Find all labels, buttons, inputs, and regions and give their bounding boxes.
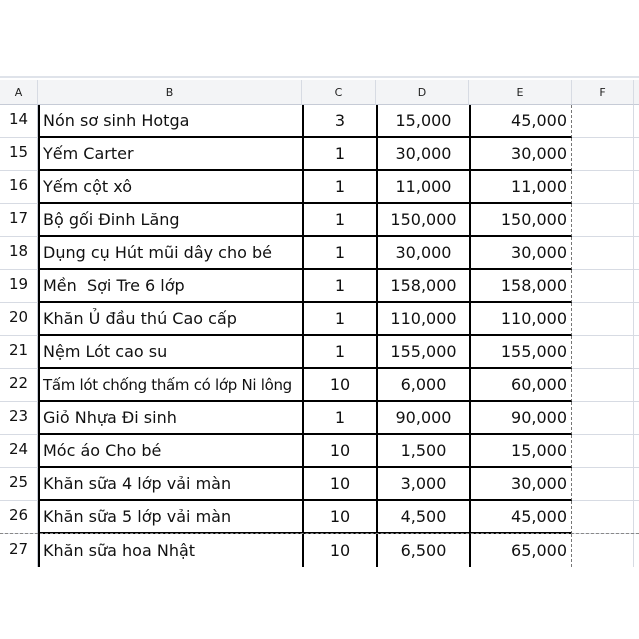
table-row [0, 171, 639, 204]
table-row [0, 138, 639, 171]
empty-cell-f[interactable] [572, 237, 634, 270]
unit-price-cell[interactable]: 11,000 [376, 171, 469, 204]
item-name-cell[interactable]: Khăn sữa hoa Nhật [38, 534, 302, 567]
total-cell[interactable]: 11,000 [469, 171, 572, 204]
unit-price-cell[interactable]: 30,000 [376, 237, 469, 270]
table-row [0, 369, 639, 402]
row-number[interactable]: 19 [0, 270, 38, 303]
quantity-cell[interactable]: 1 [302, 303, 376, 336]
unit-price-cell[interactable]: 3,000 [376, 468, 469, 501]
item-name-cell[interactable]: Nón sơ sinh Hotga [38, 105, 302, 138]
table-row [0, 237, 639, 270]
item-name-cell[interactable]: Tấm lót chống thấm có lớp Ni lông [38, 369, 302, 402]
total-cell[interactable]: 60,000 [469, 369, 572, 402]
quantity-cell[interactable]: 1 [302, 138, 376, 171]
total-cell[interactable]: 45,000 [469, 501, 572, 534]
total-cell[interactable]: 158,000 [469, 270, 572, 303]
quantity-cell[interactable]: 10 [302, 501, 376, 534]
item-name-cell[interactable]: Giỏ Nhựa Đi sinh [38, 402, 302, 435]
empty-cell-f[interactable] [572, 171, 634, 204]
unit-price-cell[interactable]: 6,000 [376, 369, 469, 402]
column-header-g[interactable] [634, 80, 639, 105]
table-row [0, 204, 639, 237]
item-name-cell[interactable]: Bộ gối Đinh Lăng [38, 204, 302, 237]
unit-price-cell[interactable]: 15,000 [376, 105, 469, 138]
row-number[interactable]: 25 [0, 468, 38, 501]
row-number[interactable]: 26 [0, 501, 38, 534]
total-cell[interactable]: 90,000 [469, 402, 572, 435]
table-row [0, 336, 639, 369]
empty-cell-g[interactable] [634, 369, 639, 402]
item-name-cell[interactable]: Nệm Lót cao su [38, 336, 302, 369]
quantity-cell[interactable]: 1 [302, 237, 376, 270]
empty-cell-f[interactable] [572, 138, 634, 171]
row-number[interactable]: 22 [0, 369, 38, 402]
table-row [0, 435, 639, 468]
item-name-cell[interactable]: Khăn sữa 4 lớp vải màn [38, 468, 302, 501]
item-name-cell[interactable]: Yếm cột xô [38, 171, 302, 204]
empty-cell-g[interactable] [634, 402, 639, 435]
row-number[interactable]: 15 [0, 138, 38, 171]
item-name-cell[interactable]: Mền Sợi Tre 6 lớp [38, 270, 302, 303]
quantity-cell[interactable]: 10 [302, 369, 376, 402]
row-number[interactable]: 27 [0, 534, 38, 567]
item-name-cell[interactable]: Khăn sữa 5 lớp vải màn [38, 501, 302, 534]
row-number[interactable]: 14 [0, 105, 38, 138]
empty-cell-f[interactable] [572, 369, 634, 402]
empty-cell-g[interactable] [634, 270, 639, 303]
page-break-line [0, 533, 639, 534]
unit-price-cell[interactable]: 158,000 [376, 270, 469, 303]
empty-cell-g[interactable] [634, 138, 639, 171]
row-number[interactable]: 20 [0, 303, 38, 336]
quantity-cell[interactable]: 10 [302, 468, 376, 501]
table-row [0, 402, 639, 435]
empty-cell-f[interactable] [572, 402, 634, 435]
empty-cell-f[interactable] [572, 435, 634, 468]
empty-cell-g[interactable] [634, 435, 639, 468]
top-border [0, 76, 639, 78]
row-number[interactable]: 21 [0, 336, 38, 369]
row-number[interactable]: 24 [0, 435, 38, 468]
unit-price-cell[interactable]: 90,000 [376, 402, 469, 435]
column-header-e[interactable]: E [469, 80, 572, 105]
empty-cell-g[interactable] [634, 336, 639, 369]
quantity-cell[interactable]: 10 [302, 534, 376, 567]
empty-cell-f[interactable] [572, 336, 634, 369]
item-name-cell[interactable]: Móc áo Cho bé [38, 435, 302, 468]
empty-cell-g[interactable] [634, 501, 639, 534]
item-name-cell[interactable]: Dụng cụ Hút mũi dây cho bé [38, 237, 302, 270]
empty-cell-g[interactable] [634, 534, 639, 567]
total-cell[interactable]: 150,000 [469, 204, 572, 237]
total-cell[interactable]: 110,000 [469, 303, 572, 336]
column-header-c[interactable]: C [302, 80, 376, 105]
empty-cell-g[interactable] [634, 105, 639, 138]
table-row [0, 501, 639, 534]
unit-price-cell[interactable]: 4,500 [376, 501, 469, 534]
column-header-d[interactable]: D [376, 80, 469, 105]
empty-cell-g[interactable] [634, 171, 639, 204]
unit-price-cell[interactable]: 155,000 [376, 336, 469, 369]
empty-cell-g[interactable] [634, 468, 639, 501]
unit-price-cell[interactable]: 30,000 [376, 138, 469, 171]
row-number[interactable]: 23 [0, 402, 38, 435]
empty-cell-g[interactable] [634, 204, 639, 237]
row-number[interactable]: 17 [0, 204, 38, 237]
total-cell[interactable]: 15,000 [469, 435, 572, 468]
empty-cell-f[interactable] [572, 468, 634, 501]
total-cell[interactable]: 30,000 [469, 237, 572, 270]
empty-cell-g[interactable] [634, 303, 639, 336]
empty-cell-g[interactable] [634, 237, 639, 270]
unit-price-cell[interactable]: 6,500 [376, 534, 469, 567]
item-name-cell[interactable]: Khăn Ủ đầu thú Cao cấp [38, 303, 302, 336]
unit-price-cell[interactable]: 150,000 [376, 204, 469, 237]
table-row [0, 534, 639, 567]
row-number[interactable]: 18 [0, 237, 38, 270]
quantity-cell[interactable]: 1 [302, 402, 376, 435]
total-cell[interactable]: 155,000 [469, 336, 572, 369]
unit-price-cell[interactable]: 1,500 [376, 435, 469, 468]
table-row [0, 303, 639, 336]
item-name-cell[interactable]: Yếm Carter [38, 138, 302, 171]
empty-cell-f[interactable] [572, 204, 634, 237]
column-header-b[interactable]: B [38, 80, 302, 105]
empty-cell-f[interactable] [572, 270, 634, 303]
column-header-a[interactable]: A [0, 80, 38, 105]
quantity-cell[interactable]: 1 [302, 204, 376, 237]
quantity-cell[interactable]: 10 [302, 435, 376, 468]
empty-cell-f[interactable] [572, 105, 634, 138]
table-row [0, 270, 639, 303]
quantity-cell[interactable]: 1 [302, 171, 376, 204]
quantity-cell[interactable]: 1 [302, 270, 376, 303]
empty-cell-f[interactable] [572, 534, 634, 567]
table-row [0, 105, 639, 138]
quantity-cell[interactable]: 3 [302, 105, 376, 138]
total-cell[interactable]: 30,000 [469, 138, 572, 171]
empty-cell-f[interactable] [572, 303, 634, 336]
row-number[interactable]: 16 [0, 171, 38, 204]
quantity-cell[interactable]: 1 [302, 336, 376, 369]
table-row [0, 468, 639, 501]
column-header-f[interactable]: F [572, 80, 634, 105]
total-cell[interactable]: 30,000 [469, 468, 572, 501]
empty-cell-f[interactable] [572, 501, 634, 534]
unit-price-cell[interactable]: 110,000 [376, 303, 469, 336]
total-cell[interactable]: 45,000 [469, 105, 572, 138]
total-cell[interactable]: 65,000 [469, 534, 572, 567]
